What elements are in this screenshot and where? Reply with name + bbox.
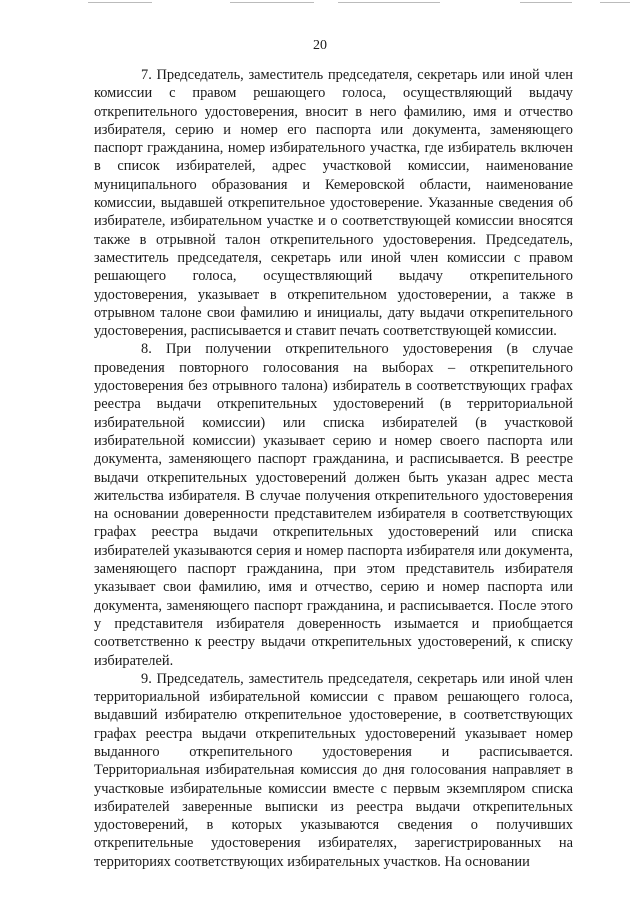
document-body <box>94 66 573 871</box>
top-scan-rule <box>0 0 640 6</box>
paragraph-7: 7. Председатель, заместитель председателя, секретарь или иной член комиссии с правом решающего голоса, осуществляющий выдачу открепительного удостоверения, вносит в него фамилию, имя и отчество избирателя, серию и номер его паспорта или документа, заменяющего паспорт гражданина, номер избирательного участка, где избиратель включен в список избирателей, адрес участковой комиссии, наименование муниципального образования и Кемеровской области, наименование комиссии, выдавшей открепительное удостоверение. Указанные сведения об избирателе, избирательном участке и о соответствующей комиссии вносятся также в отрывной талон открепительного удостоверения. Председатель, заместитель председателя, секретарь или иной член комиссии с правом решающего голоса, осуществляющий выдачу открепительного удостоверения, указывает в открепительном удостоверении, а также в отрывном талоне свои фамилию и инициалы, дату выдачи открепительного удостоверения, расписывается и ставит печать соответствующей комиссии. <box>94 67 573 340</box>
paragraph-9: 9. Председатель, заместитель председателя, секретарь или иной член территориальной избирательной комиссии с правом решающего голоса, выдавший избирателю открепительное удостоверение, в соответствующих графах реестра выдачи открепительных удостоверений указывает номер выданного открепительного удостоверения и расписывается. Территориальная избирательная комиссия до дня голосования направляет в участковые избирательные комиссии вместе с первым экземпляром списка избирателей заверенные выписки из реестра выдачи открепительных удостоверений, в которых указываются сведения о получивших открепительные удостоверения избирателях, зарегистрированных на территориях соответствующих избирательных участков. На основании <box>94 670 573 870</box>
page-number: 20 <box>313 38 327 53</box>
paragraph-8: 8. При получении открепительного удостоверения (в случае проведения повторного голосования на выборах – открепительного удостоверения без отрывного талона) избиратель в соответствующих графах реестра выдачи открепительных удостоверений (в территориальной избирательной комиссии) или списка избирателей (в участковой избирательной комиссии) указывает серию и номер своего паспорта или документа, заменяющего паспорт гражданина, и расписывается. В реестре выдачи открепительных удостоверений должен быть указан адрес места жительства избирателя. В случае получения открепительного удостоверения на основании доверенности представителем избирателя в соответствующих графах реестра выдачи открепительных удостоверений или списка избирателей указываются серия и номер паспорта избирателя или документа, заменяющего паспорт гражданина, при этом представитель избирателя указывает свои фамилию, имя и отчество, серию и номер паспорта или документа, заменяющего паспорт гражданина, и расписывается. После этого у представителя избирателя доверенность изымается и приобщается соответственно к реестру выдачи открепительных удостоверений, к списку избирателей. <box>94 341 573 669</box>
